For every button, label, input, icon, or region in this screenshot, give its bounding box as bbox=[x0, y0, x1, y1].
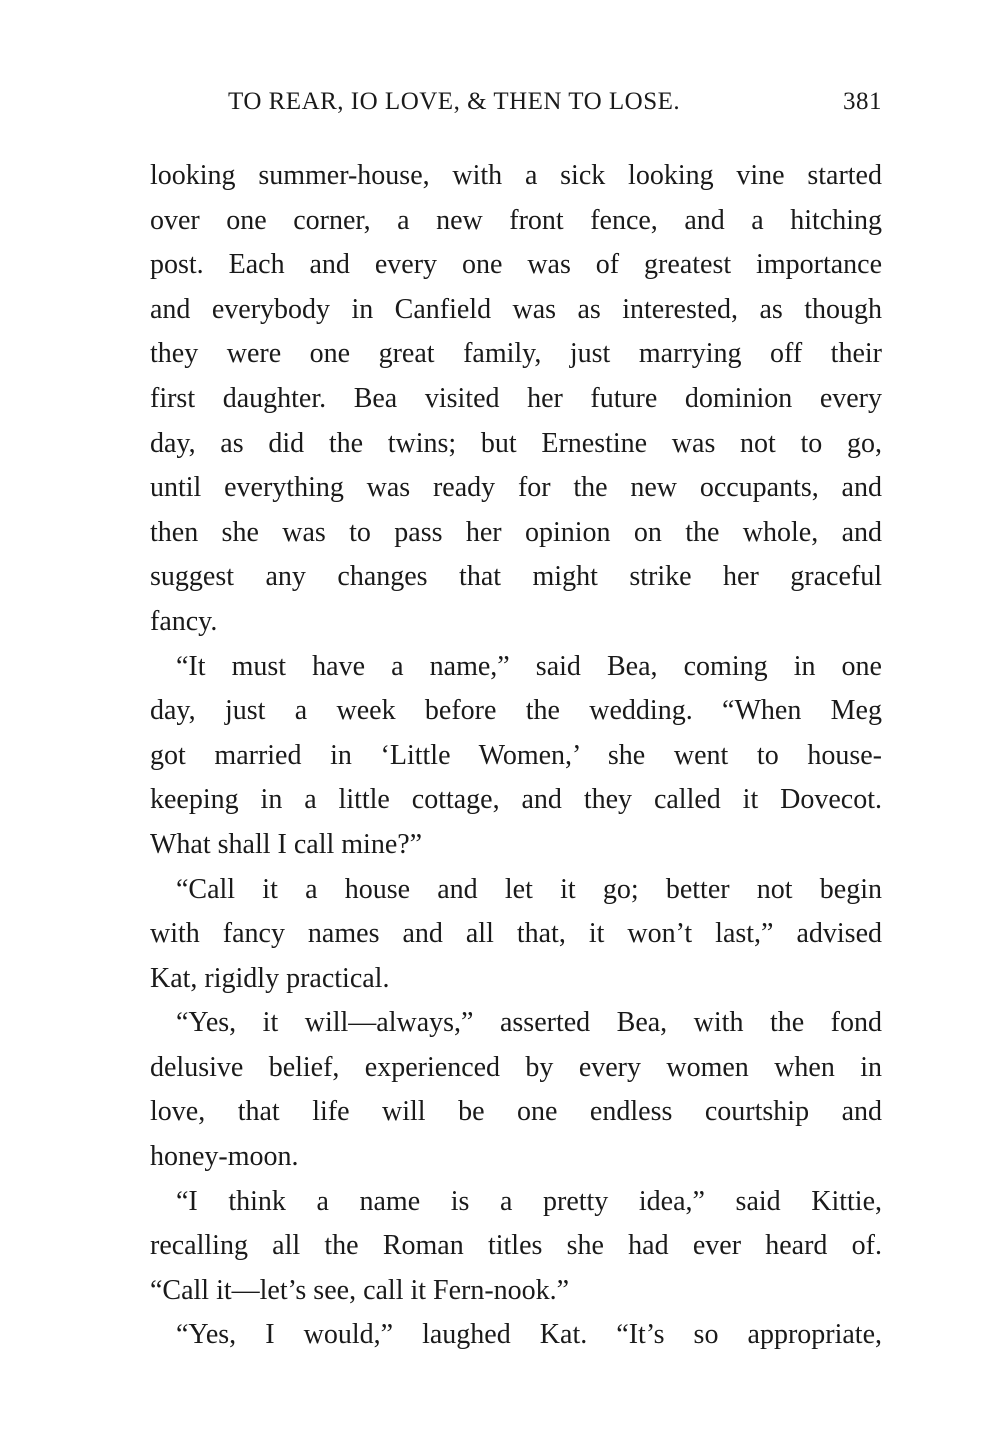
paragraph-5 bbox=[150, 1180, 882, 1314]
text-line: over one corner, a new front fence, and a hitching bbox=[150, 204, 882, 236]
text-line: delusive belief, experienced by every women when in bbox=[150, 1051, 882, 1083]
text-line: love, that life will be one endless courtship and bbox=[150, 1096, 882, 1128]
text-line: “Call it—let’s see, call it Fern-nook.” bbox=[150, 1274, 570, 1306]
text-line: Kat, rigidly practical. bbox=[150, 962, 390, 994]
paragraph-6 bbox=[150, 1313, 882, 1358]
text-line: honey-moon. bbox=[150, 1141, 299, 1173]
paragraph-3 bbox=[150, 868, 882, 1002]
paragraph-2 bbox=[150, 645, 882, 868]
text-line: day, as did the twins; but Ernestine was not to go, bbox=[150, 427, 882, 459]
text-line: suggest any changes that might strike her graceful bbox=[150, 561, 882, 593]
text-line: fancy. bbox=[150, 605, 218, 637]
text-line: they were one great family, just marrying off their bbox=[150, 338, 882, 370]
page-number: 381 bbox=[843, 88, 882, 115]
text-line: “I think a name is a pretty idea,” said Kittie, bbox=[176, 1185, 882, 1217]
text-line: What shall I call mine?” bbox=[150, 828, 423, 860]
text-line: keeping in a little cottage, and they called it Dovecot. bbox=[150, 784, 882, 816]
running-header bbox=[228, 88, 882, 124]
text-line: until everything was ready for the new occupants, and bbox=[150, 472, 882, 504]
paragraph-4 bbox=[150, 1001, 882, 1179]
text-line: got married in ‘Little Women,’ she went to house- bbox=[150, 739, 882, 771]
running-title: TO REAR, IO LOVE, & THEN TO LOSE. bbox=[228, 88, 681, 115]
text-line: then she was to pass her opinion on the whole, and bbox=[150, 516, 882, 548]
text-line: “Call it a house and let it go; better not begin bbox=[176, 873, 882, 905]
text-line: with fancy names and all that, it won’t last,” advised bbox=[150, 918, 882, 950]
text-line: first daughter. Bea visited her future dominion every bbox=[150, 382, 882, 414]
text-line: “Yes, it will—always,” asserted Bea, with the fond bbox=[176, 1007, 882, 1039]
paragraph-1 bbox=[150, 154, 882, 645]
body-text bbox=[150, 154, 882, 1358]
text-line: “Yes, I would,” laughed Kat. “It’s so appropriate, bbox=[176, 1319, 882, 1351]
text-line: and everybody in Canfield was as interested, as though bbox=[150, 293, 882, 325]
text-line: looking summer-house, with a sick looking vine started bbox=[150, 160, 882, 191]
text-line: post. Each and every one was of greatest importance bbox=[150, 249, 882, 281]
text-line: “It must have a name,” said Bea, coming in one bbox=[176, 650, 882, 682]
text-line: recalling all the Roman titles she had ever heard of. bbox=[150, 1230, 882, 1262]
text-line: day, just a week before the wedding. “When Meg bbox=[150, 695, 882, 727]
